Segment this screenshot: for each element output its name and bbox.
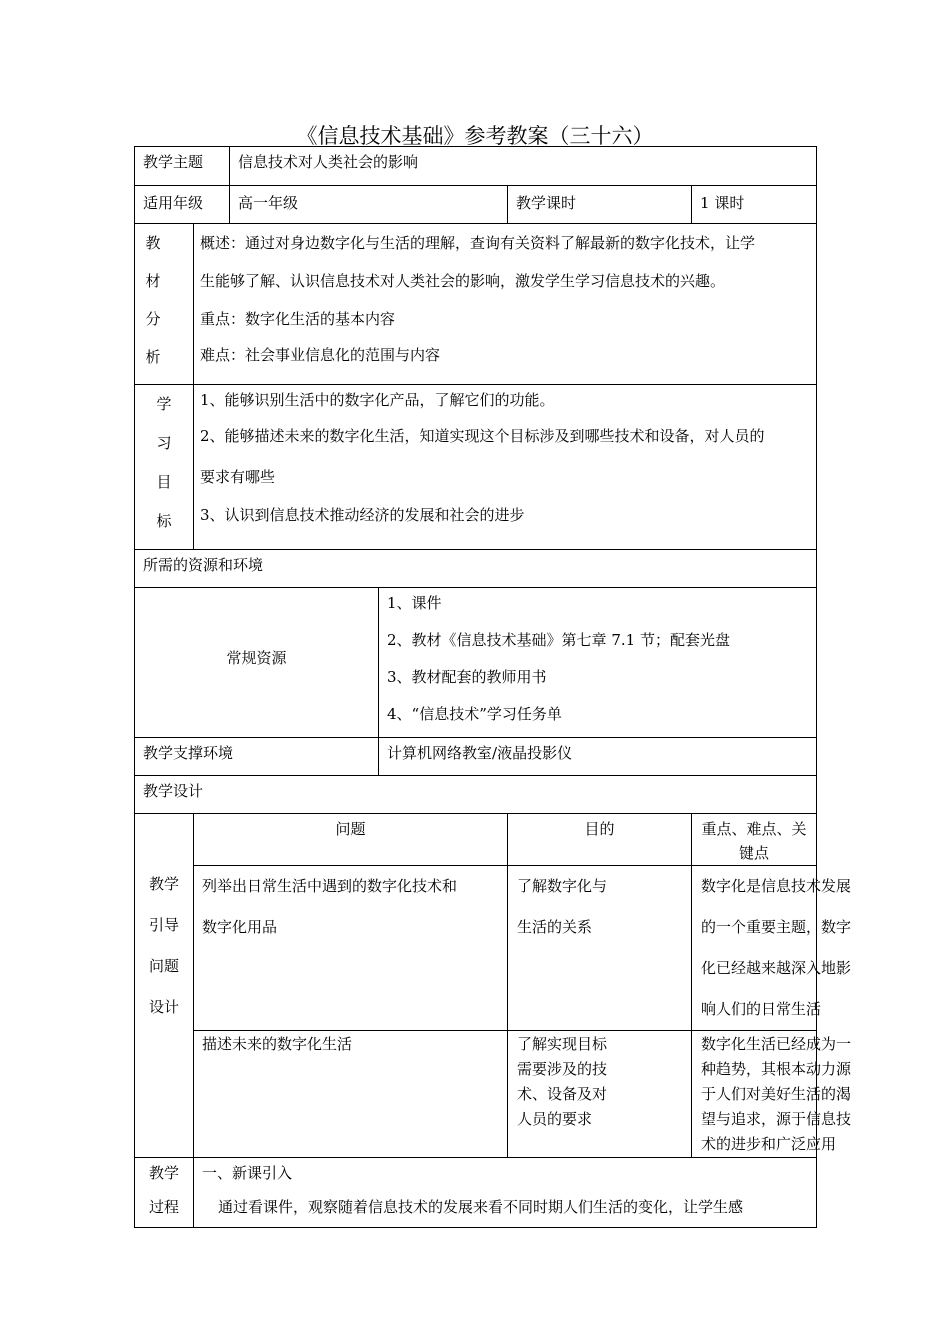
column-question: 问题: [194, 814, 508, 866]
design-row-2: [135, 1031, 817, 1158]
guide-questions-label: 教学 引导 问题 设计: [135, 814, 194, 1158]
regular-resources-row: [135, 588, 817, 738]
design-row-1: [135, 866, 817, 1031]
design-row-2-question: 描述未来的数字化生活: [194, 1031, 508, 1158]
regular-resources-label: 常规资源: [135, 588, 379, 738]
design-row-2-keys: 数字化生活已经成为一 种趋势，其根本动力源 于人们对美好生活的渴 望与追求，源于信息技 术的进步和广泛应用: [692, 1031, 817, 1158]
grade-row: [135, 186, 817, 224]
design-row-1-purpose: 了解数字化与 生活的关系: [508, 866, 692, 1031]
learning-goals-row: [135, 385, 817, 550]
resources-heading: 所需的资源和环境: [135, 550, 817, 588]
design-header-row: [135, 814, 817, 866]
design-heading-row: [135, 776, 817, 814]
overview-line-1: 概述：通过对身边数字化与生活的理解，查询有关资料了解最新的数字化技术，让学: [200, 234, 756, 252]
resource-item: 2、教材《信息技术基础》第七章 7.1 节；配套光盘: [387, 631, 730, 649]
subject-label: 教学主题: [135, 147, 230, 186]
material-analysis-label: 教 材 分 析: [135, 224, 194, 385]
hours-value: 1 课时: [692, 186, 817, 224]
resource-item: 1、课件: [387, 594, 442, 612]
grade-label: 适用年级: [135, 186, 230, 224]
subject-row: [135, 147, 817, 186]
support-env-label: 教学支撑环境: [135, 738, 379, 776]
goal-2-line-1: 2、能够描述未来的数字化生活，知道实现这个目标涉及到哪些技术和设备，对人员的: [200, 427, 765, 445]
process-row: [135, 1158, 817, 1228]
grade-value: 高一年级: [230, 186, 508, 224]
column-purpose: 目的: [508, 814, 692, 866]
process-section-1: 一、新课引入: [202, 1164, 293, 1182]
page-title: 《信息技术基础》参考教案（三十六）: [296, 124, 654, 148]
learning-goals-label: 学 习 目 标: [135, 385, 194, 550]
design-heading: 教学设计: [135, 776, 817, 814]
difficulty: 难点：社会事业信息化的范围与内容: [200, 346, 441, 364]
overview-line-2: 生能够了解、认识信息技术对人类社会的影响，激发学生学习信息技术的兴趣。: [200, 272, 726, 290]
column-keys: 重点、难点、关键点: [692, 814, 817, 866]
goal-2-line-2: 要求有哪些: [200, 468, 276, 486]
lesson-plan-table: [134, 146, 852, 1228]
subject-value: 信息技术对人类社会的影响: [230, 147, 817, 186]
process-content: [194, 1158, 817, 1228]
process-paragraph-1: 通过看课件，观察随着信息技术的发展来看不同时期人们生活的变化，让学生感: [218, 1198, 744, 1216]
support-env-row: [135, 738, 817, 776]
learning-goals-content: [194, 385, 817, 550]
design-row-1-question: 列举出日常生活中遇到的数字化技术和 数字化用品: [194, 866, 508, 1031]
design-row-2-purpose: 了解实现目标 需要涉及的技 术、设备及对 人员的要求: [508, 1031, 692, 1158]
goal-3: 3、认识到信息技术推动经济的发展和社会的进步: [200, 506, 525, 524]
resource-item: 3、教材配套的教师用书: [387, 668, 547, 686]
key-point: 重点：数字化生活的基本内容: [200, 310, 396, 328]
material-analysis-content: [194, 224, 817, 385]
regular-resources-list: [379, 588, 817, 738]
material-analysis-row: [135, 224, 817, 385]
goal-1: 1、能够识别生活中的数字化产品，了解它们的功能。: [200, 391, 555, 409]
design-row-1-keys: 数字化是信息技术发展 的一个重要主题，数字 化已经越来越深入地影 响人们的日常生活: [692, 866, 817, 1031]
hours-label: 教学课时: [508, 186, 692, 224]
support-env-value: 计算机网络教室/液晶投影仪: [379, 738, 817, 776]
resources-heading-row: [135, 550, 817, 588]
process-label: 教学 过程: [135, 1158, 194, 1228]
resource-item: 4、“信息技术”学习任务单: [387, 705, 562, 723]
